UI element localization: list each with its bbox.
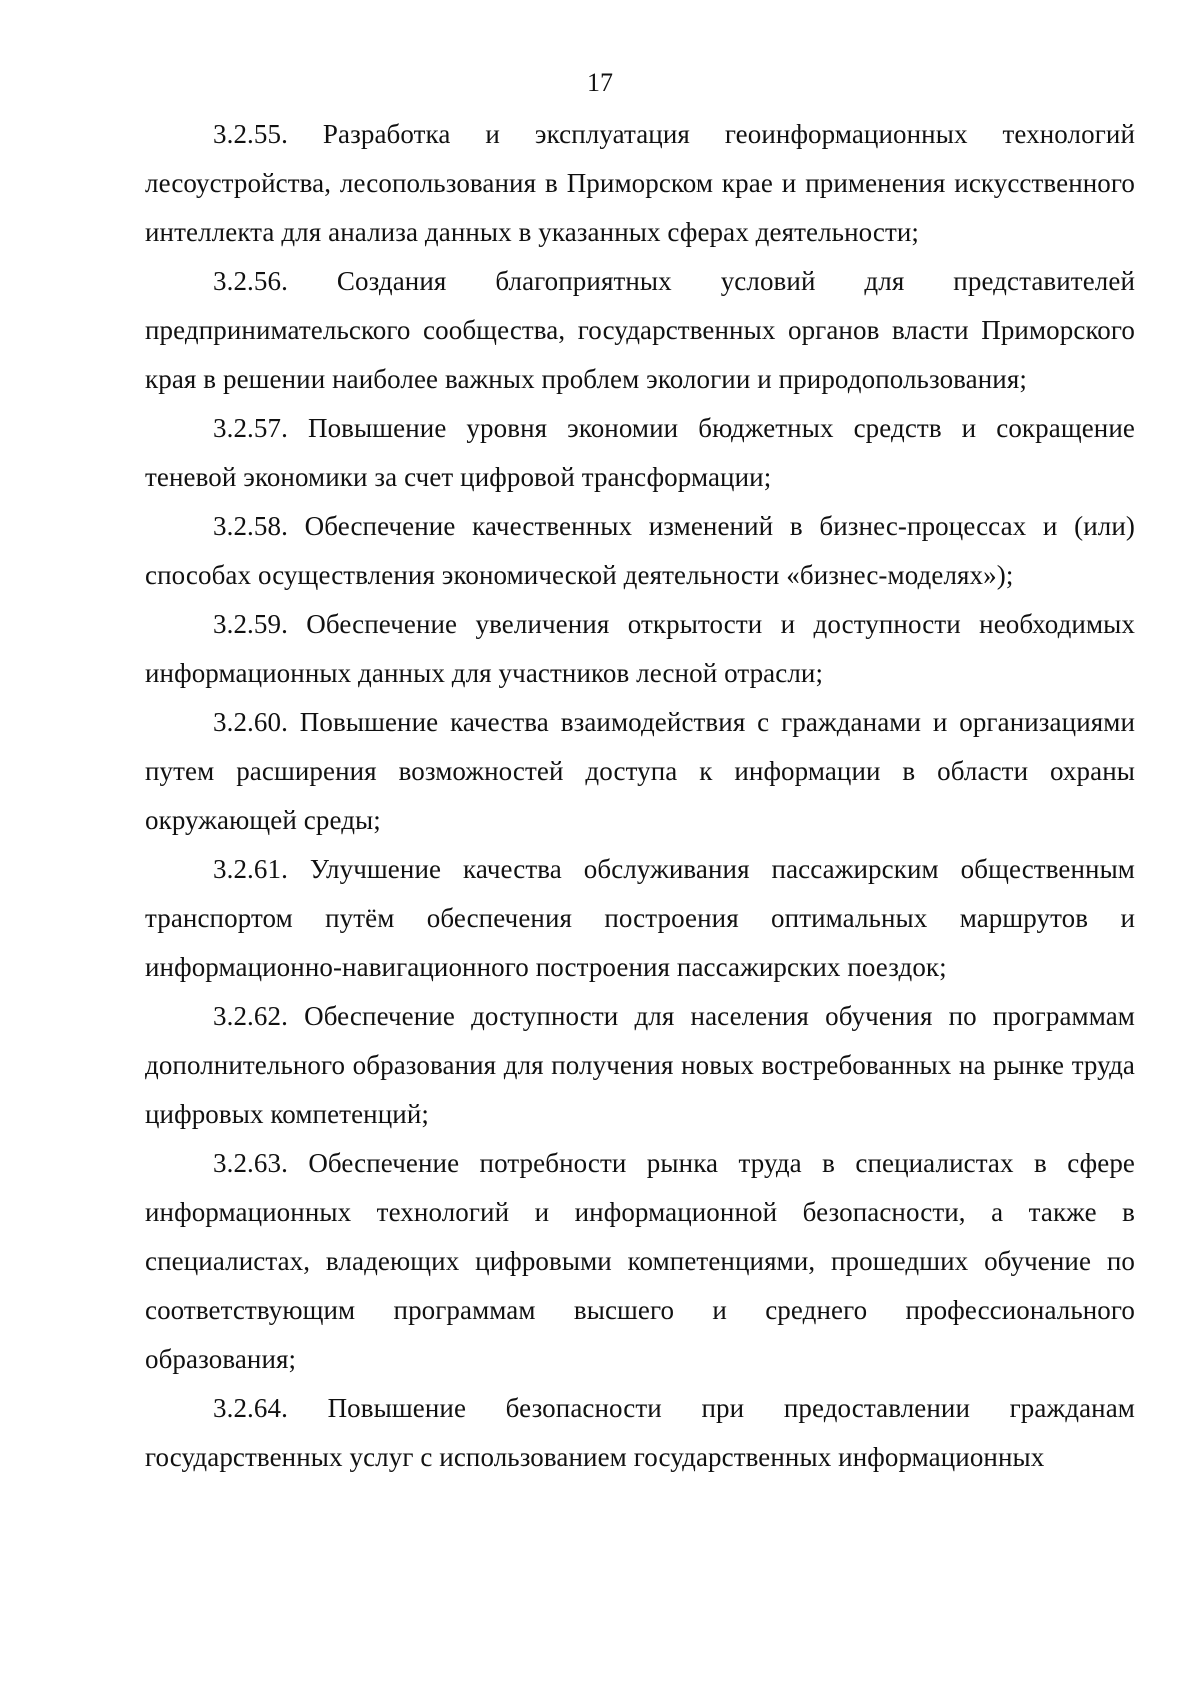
paragraph-3-2-58: 3.2.58. Обеспечение качественных изменений в бизнес-процессах и (или) способах осуществления экономической деятельности «бизнес-моделях»);	[145, 511, 1135, 590]
paragraph-3-2-60: 3.2.60. Повышение качества взаимодействия с гражданами и организациями путем расширения возможностей доступа к информации в области охраны окружающей среды;	[145, 707, 1135, 835]
paragraph-3-2-63: 3.2.63. Обеспечение потребности рынка труда в специалистах в сфере информационных технологий и информационной безопасности, а также в специалистах, владеющих цифровыми компетенциями, прошедших обучение по соответствующим программам высшего и среднего профессионального образования;	[145, 1148, 1135, 1374]
paragraph-3-2-55: 3.2.55. Разработка и эксплуатация геоинформационных технологий лесоустройства, лесопользования в Приморском крае и применения искусственного интеллекта для анализа данных в указанных сферах деятельности;	[145, 119, 1135, 247]
paragraph-3-2-61: 3.2.61. Улучшение качества обслуживания пассажирским общественным транспортом путём обеспечения построения оптимальных маршрутов и информационно-навигационного построения пассажирских поездок;	[145, 854, 1135, 982]
paragraph-3-2-64: 3.2.64. Повышение безопасности при предоставлении гражданам государственных услуг с использованием государственных информационных	[145, 1393, 1135, 1472]
paragraph-3-2-62: 3.2.62. Обеспечение доступности для населения обучения по программам дополнительного образования для получения новых востребованных на рынке труда цифровых компетенций;	[145, 1001, 1135, 1129]
document-body	[145, 110, 1135, 1482]
paragraph-3-2-56: 3.2.56. Создания благоприятных условий для представителей предпринимательского сообщества, государственных органов власти Приморского края в решении наиболее важных проблем экологии и природопользования;	[145, 266, 1135, 394]
paragraph-3-2-59: 3.2.59. Обеспечение увеличения открытости и доступности необходимых информационных данных для участников лесной отрасли;	[145, 609, 1135, 688]
page-number: 17	[587, 68, 613, 97]
paragraph-3-2-57: 3.2.57. Повышение уровня экономии бюджетных средств и сокращение теневой экономики за счет цифровой трансформации;	[145, 413, 1135, 492]
